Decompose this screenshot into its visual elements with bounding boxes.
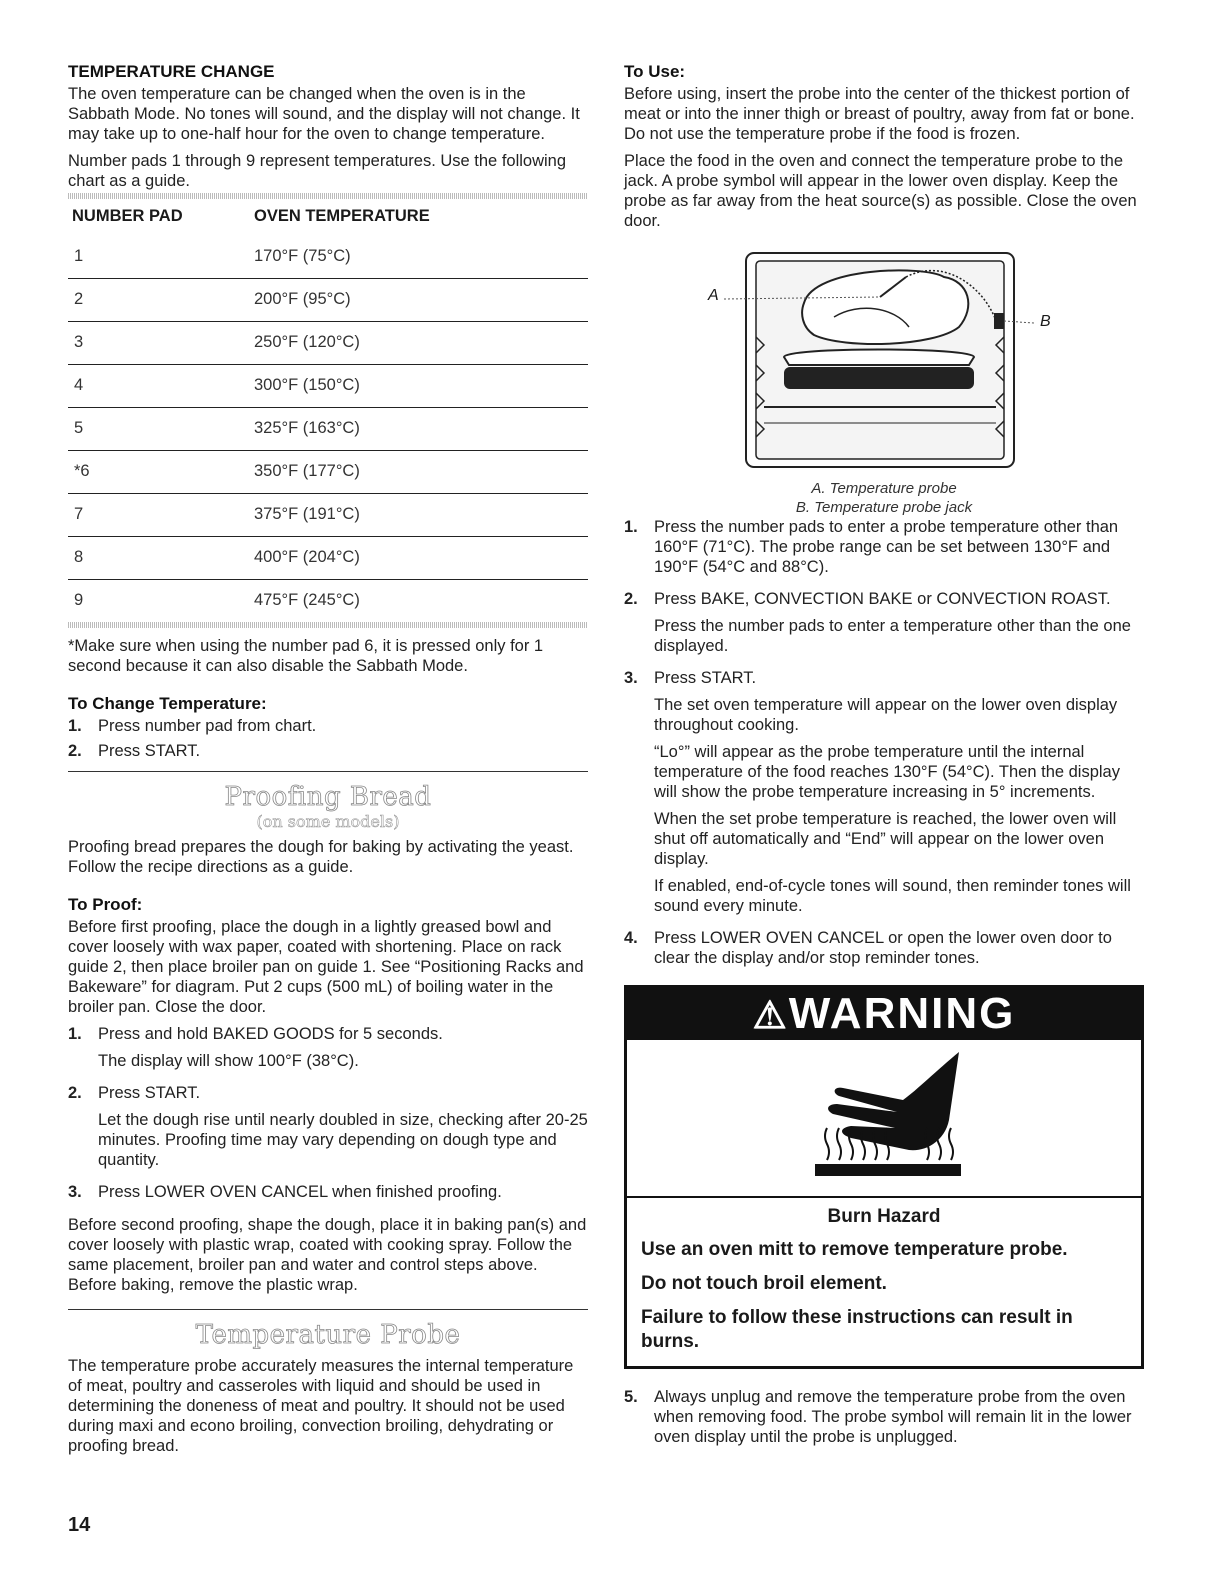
oven-illustration <box>624 247 1144 477</box>
to-use-paragraph-2: Place the food in the oven and connect the temperature probe to the jack. A probe symbol will appear in the lower oven display. Keep the probe as far away from the heat source(s) as possible. Close the oven door. <box>624 152 1137 230</box>
warning-line-3: Failure to follow these instructions can result in burns. <box>641 1307 1073 1352</box>
proofing-bread-title: Proofing Bread <box>224 782 432 812</box>
number-pad-cell: 5 <box>68 408 254 451</box>
temperature-probe-intro: The temperature probe accurately measures the internal temperature of meat, poultry and casseroles with liquid and should be used in determining the doneness of meat and poultry. It should not be used during maxi and econo broiling, convection broiling, dehydrating or proofing bread. <box>68 1357 574 1455</box>
hand-over-heat-icon <box>627 1040 1141 1196</box>
proof-steps <box>68 1024 588 1209</box>
number-pad-cell: 3 <box>68 322 254 365</box>
label-b: B <box>1040 313 1051 330</box>
list-item: 2. Press START. Let the dough rise until nearly doubled in size, checking after 20-25 minutes. Proofing time may vary depending on dough type and quantity. <box>68 1084 588 1169</box>
number-pad-cell: 9 <box>74 590 84 609</box>
list-item: 2. Press BAKE, CONVECTION BAKE or CONVECTION ROAST. Press the number pads to enter a temperature other than the one displayed. <box>624 590 1131 655</box>
number-pad-cell: 4 <box>68 365 254 408</box>
caption-b: B. Temperature probe jack <box>795 499 973 516</box>
oven-probe-figure <box>624 247 1144 516</box>
to-use-paragraph-1: Before using, insert the probe into the center of the thickest portion of meat or into the inner thigh or breast of poultry, away from fat or bone. Do not use the temperature probe if the food is frozen. <box>624 85 1135 143</box>
number-pad-header: NUMBER PAD <box>72 207 183 225</box>
section-divider <box>68 1309 588 1310</box>
warning-line-2: Do not touch broil element. <box>641 1273 887 1294</box>
oven-temperature-cell: 375°F (191°C) <box>254 494 588 537</box>
right-column <box>624 62 1144 1452</box>
oven-temperature-cell: 325°F (163°C) <box>254 408 588 451</box>
table-top-divider <box>68 193 588 199</box>
temperature-table <box>68 207 588 622</box>
oven-temperature-cell: 170°F (75°C) <box>254 236 588 279</box>
table-row <box>68 408 588 451</box>
to-use-heading: To Use: <box>624 62 686 81</box>
warning-text <box>627 1198 1141 1366</box>
list-item: 1. Press number pad from chart. <box>68 717 317 735</box>
temperature-probe-title: Temperature Probe <box>195 1320 461 1350</box>
list-item: 5. Always unplug and remove the temperature probe from the oven when removing food. The probe symbol will remain lit in the lower oven display until the probe is unplugged. <box>624 1388 1132 1446</box>
list-item: 1. Press the number pads to enter a probe temperature other than 160°F (71°C). The probe range can be set between 130°F and 190°F (54°C and 88°C). <box>624 518 1119 576</box>
table-row <box>68 279 588 322</box>
second-proofing-paragraph: Before second proofing, shape the dough, place it in baking pan(s) and cover loosely with plastic wrap, coated with cooking spray. Follow the same placement, broiler pan and water and control steps above. Before baking, remove the plastic wrap. <box>68 1216 587 1294</box>
oven-temperature-cell: 350°F (177°C) <box>254 451 588 494</box>
number-pad-cell: *6 <box>68 451 254 494</box>
oven-temperature-cell: 250°F (120°C) <box>254 322 588 365</box>
list-item: 1. Press and hold BAKED GOODS for 5 seconds. The display will show 100°F (38°C). <box>68 1025 443 1070</box>
number-pad-cell: 2 <box>68 279 254 322</box>
warning-header: ⚠WARNING <box>627 988 1141 1040</box>
table-row <box>68 580 588 623</box>
section-divider <box>68 771 588 772</box>
table-row <box>68 451 588 494</box>
temperature-change-heading: TEMPERATURE CHANGE <box>68 62 275 81</box>
temperature-change-paragraph: The oven temperature can be changed when the oven is in the Sabbath Mode. No tones will sound, and the display will not change. It may take up to one-half hour for the oven to change temperature. <box>68 85 580 143</box>
warning-line-1: Use an oven mitt to remove temperature probe. <box>641 1239 1068 1260</box>
left-column <box>68 62 588 1463</box>
oven-temperature-cell: 300°F (150°C) <box>254 365 588 408</box>
table-row <box>68 236 588 279</box>
probe-steps <box>624 517 1144 975</box>
caption-a: A. Temperature probe <box>811 480 957 497</box>
proofing-bread-subtitle: (on some models) <box>256 812 400 831</box>
table-row <box>68 322 588 365</box>
oven-temperature-cell: 475°F (245°C) <box>254 590 360 609</box>
table-row <box>68 537 588 580</box>
table-row <box>68 494 588 537</box>
warning-triangle-icon: ⚠ <box>752 995 789 1037</box>
table-footnote: *Make sure when using the number pad 6, it is pressed only for 1 second because it can also disable the Sabbath Mode. <box>68 637 544 675</box>
number-pad-cell: 7 <box>68 494 254 537</box>
table-row <box>68 365 588 408</box>
list-item: 3. Press START. The set oven temperature will appear on the lower oven display throughout cooking. “Lo°” will appear as the probe temperature until the internal temperature of the food reaches 130°F (54°C). Then the display will show the probe temperature increasing in 5° increments. When the set probe temperature is reached, the lower oven will shut off automatically and “End” will appear on the lower oven display. If enabled, end-of-cycle tones will sound, then reminder tones will sound every minute. <box>624 669 1131 915</box>
to-proof-intro: Before first proofing, place the dough in a lightly greased bowl and cover loosely with wax paper, coated with shortening. Place on rack guide 2, then place broiler pan on guide 1. See “Positioning Racks and Bakeware” for diagram. Put 2 cups (500 mL) of boiling water in the broiler pan. Close the door. <box>68 918 584 1016</box>
oven-temperature-cell: 400°F (204°C) <box>254 537 588 580</box>
list-item: 2. Press START. <box>68 742 201 760</box>
table-bottom-divider <box>68 622 588 628</box>
list-item: 4. Press LOWER OVEN CANCEL or open the lower oven door to clear the display and/or stop reminder tones. <box>624 929 1112 967</box>
burn-hazard-illustration <box>627 1040 1141 1198</box>
change-temperature-heading: To Change Temperature: <box>68 694 267 713</box>
to-proof-heading: To Proof: <box>68 895 143 914</box>
proofing-intro: Proofing bread prepares the dough for baking by activating the yeast. Follow the recipe directions as a guide. <box>68 838 574 876</box>
change-temperature-steps <box>68 716 588 761</box>
number-pads-paragraph: Number pads 1 through 9 represent temperatures. Use the following chart as a guide. <box>68 152 567 190</box>
oven-temperature-cell: 200°F (95°C) <box>254 279 588 322</box>
number-pad-cell: 1 <box>68 236 254 279</box>
page-number: 14 <box>68 1514 91 1536</box>
warning-box <box>624 985 1144 1369</box>
number-pad-cell: 8 <box>68 537 254 580</box>
label-a: A <box>708 287 719 304</box>
burn-hazard-title: Burn Hazard <box>827 1206 941 1227</box>
list-item: 3. Press LOWER OVEN CANCEL when finished proofing. <box>68 1183 502 1201</box>
oven-temperature-header: OVEN TEMPERATURE <box>254 207 430 225</box>
